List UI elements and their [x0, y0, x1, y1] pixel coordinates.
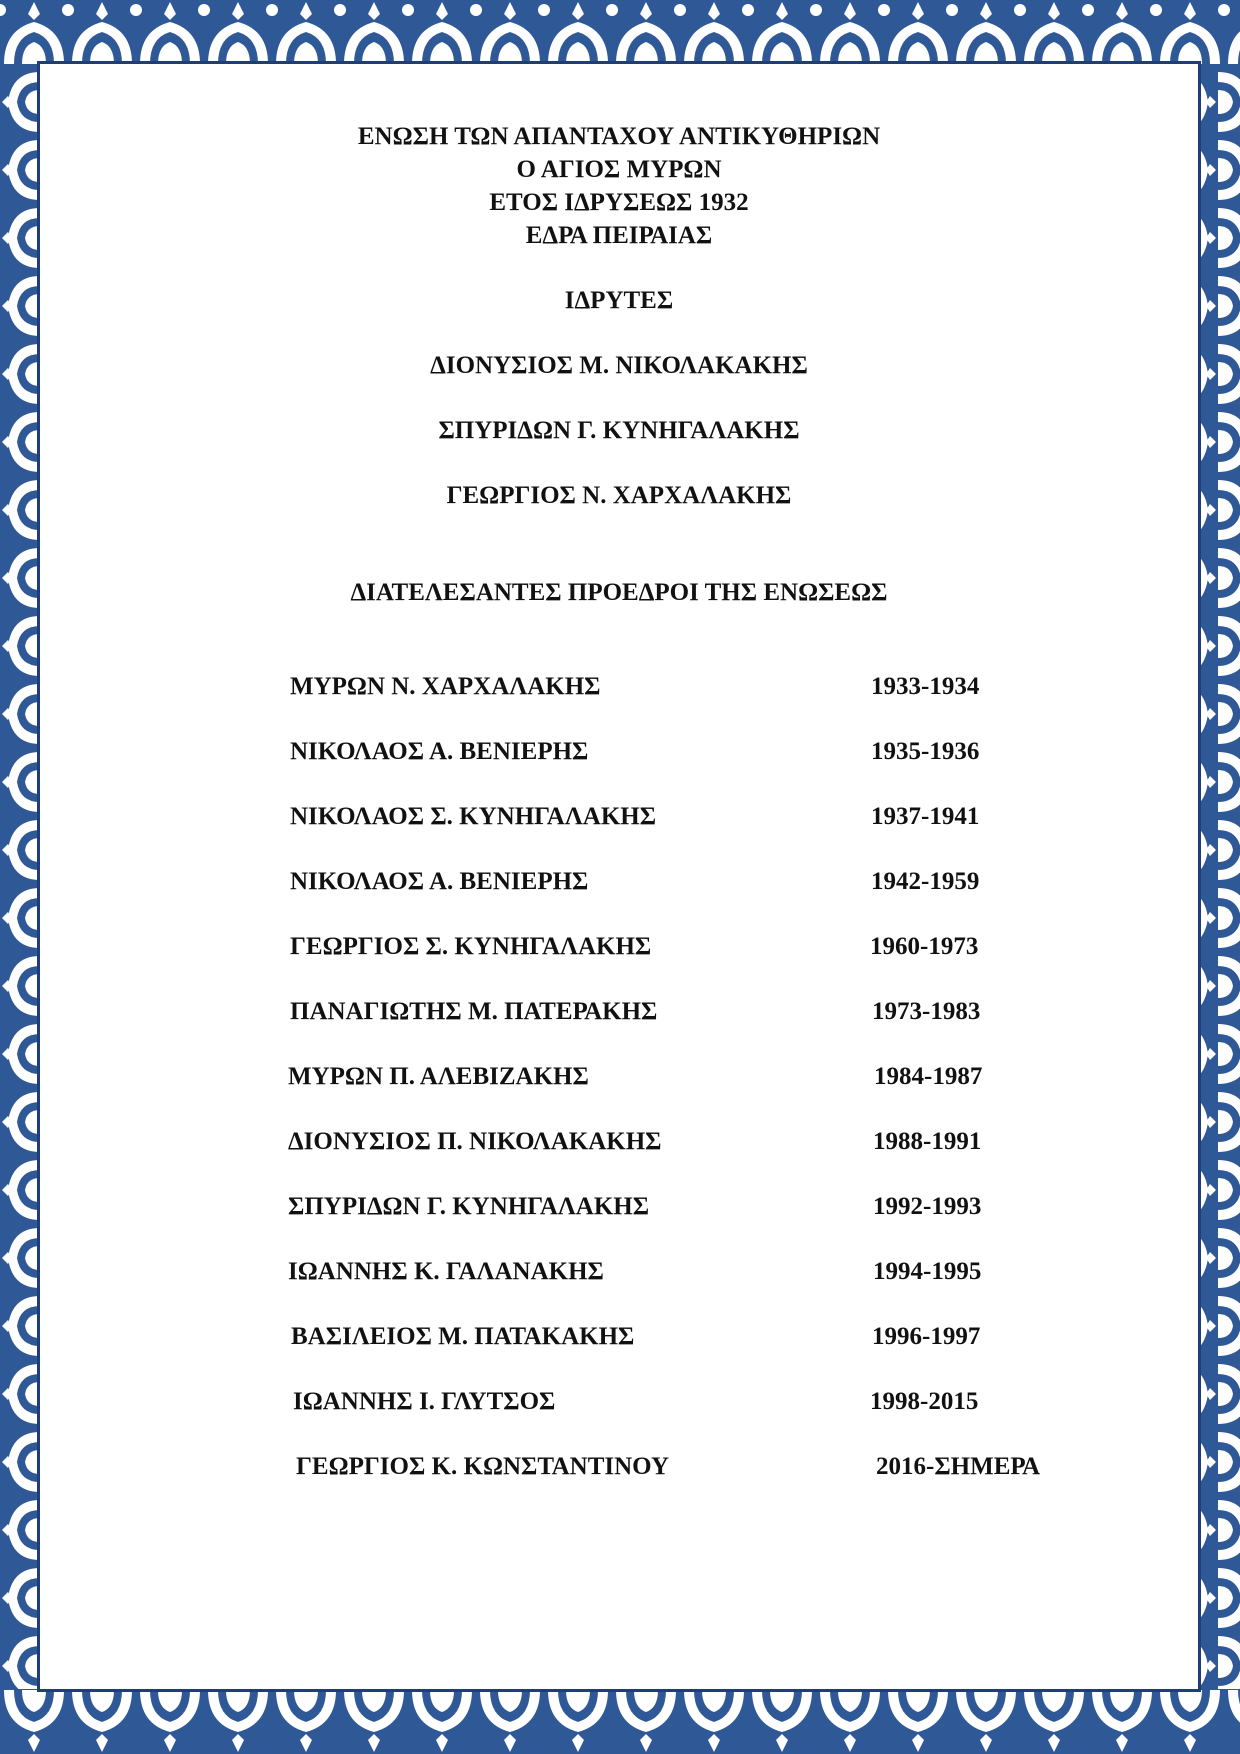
- president-name: ΜΥΡΩΝ Π. ΑΛΕΒΙΖΑΚΗΣ: [288, 1063, 589, 1090]
- paper-sheet: [40, 64, 1198, 1689]
- header-line-association-name: ΕΝΩΣΗ ΤΩΝ ΑΠΑΝΤΑΧΟΥ ΑΝΤΙΚΥΘΗΡΙΩΝ: [357, 123, 881, 150]
- president-term: 1933-1934: [871, 673, 980, 700]
- president-name: ΓΕΩΡΓΙΟΣ Σ. ΚΥΝΗΓΑΛΑΚΗΣ: [290, 933, 652, 960]
- president-name: ΝΙΚΟΛΑΟΣ Α. ΒΕΝΙΕΡΗΣ: [290, 868, 589, 895]
- president-name: ΝΙΚΟΛΑΟΣ Σ. ΚΥΝΗΓΑΛΑΚΗΣ: [290, 803, 657, 830]
- president-term: 1973-1983: [872, 998, 981, 1025]
- president-term: 1942-1959: [871, 868, 980, 895]
- president-term: 1988-1991: [873, 1128, 982, 1155]
- president-term: 1994-1995: [873, 1258, 982, 1285]
- president-name: ΙΩΑΝΝΗΣ Ι. ΓΛΥΤΣΟΣ: [293, 1388, 556, 1415]
- president-term: 1960-1973: [870, 933, 979, 960]
- president-name: ΙΩΑΝΝΗΣ Κ. ΓΑΛΑΝΑΚΗΣ: [288, 1258, 604, 1285]
- president-name: ΒΑΣΙΛΕΙΟΣ Μ. ΠΑΤΑΚΑΚΗΣ: [291, 1323, 635, 1350]
- president-term: 1996-1997: [872, 1323, 981, 1350]
- founder-name: ΓΕΩΡΓΙΟΣ Ν. ΧΑΡΧΑΛΑΚΗΣ: [446, 482, 792, 509]
- presidents-heading: ΔΙΑΤΕΛΕΣΑΝΤΕΣ ΠΡΟΕΔΡΟΙ ΤΗΣ ΕΝΩΣΕΩΣ: [350, 579, 888, 606]
- president-name: ΣΠΥΡΙΔΩΝ Γ. ΚΥΝΗΓΑΛΑΚΗΣ: [288, 1193, 650, 1220]
- president-term: 1984-1987: [874, 1063, 983, 1090]
- founders-heading: ΙΔΡΥΤΕΣ: [564, 287, 674, 314]
- header-line-founding-year: ΕΤΟΣ ΙΔΡΥΣΕΩΣ 1932: [489, 189, 749, 216]
- founder-name: ΔΙΟΝΥΣΙΟΣ Μ. ΝΙΚΟΛΑΚΑΚΗΣ: [430, 352, 808, 379]
- association-header: [40, 120, 1198, 252]
- header-line-saint: Ο ΑΓΙΟΣ ΜΥΡΩΝ: [516, 156, 722, 183]
- founder-name: ΣΠΥΡΙΔΩΝ Γ. ΚΥΝΗΓΑΛΑΚΗΣ: [438, 417, 800, 444]
- president-name: ΓΕΩΡΓΙΟΣ Κ. ΚΩΝΣΤΑΝΤΙΝΟΥ: [296, 1453, 670, 1480]
- president-term: 1937-1941: [871, 803, 980, 830]
- president-name: ΜΥΡΩΝ Ν. ΧΑΡΧΑΛΑΚΗΣ: [290, 673, 601, 700]
- president-term: 1992-1993: [873, 1193, 982, 1220]
- president-term: 1935-1936: [871, 738, 980, 765]
- president-name: ΝΙΚΟΛΑΟΣ Α. ΒΕΝΙΕΡΗΣ: [290, 738, 589, 765]
- president-name: ΔΙΟΝΥΣΙΟΣ Π. ΝΙΚΟΛΑΚΑΚΗΣ: [288, 1128, 662, 1155]
- header-line-seat: ΕΔΡΑ ΠΕΙΡΑΙΑΣ: [525, 222, 713, 249]
- president-name: ΠΑΝΑΓΙΩΤΗΣ Μ. ΠΑΤΕΡΑΚΗΣ: [290, 998, 658, 1025]
- president-term: 2016-ΣΗΜΕΡΑ: [876, 1453, 1041, 1480]
- president-term: 1998-2015: [870, 1388, 979, 1415]
